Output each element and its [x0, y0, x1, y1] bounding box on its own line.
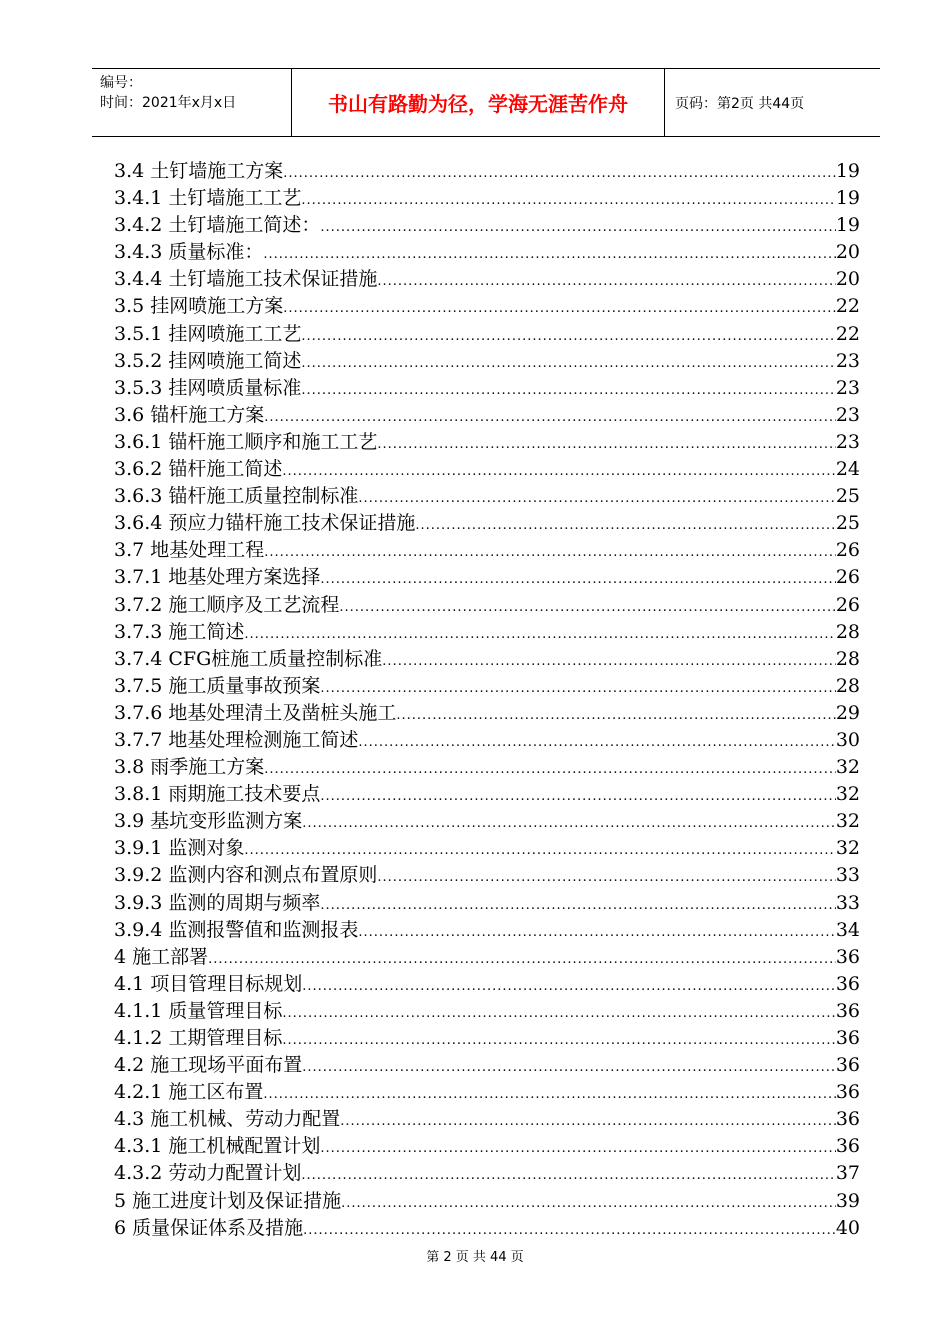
toc-entry-title: 3.7.7 地基处理检测施工简述 — [114, 728, 359, 751]
toc-entry[interactable] — [114, 293, 860, 320]
toc-entry-title: 4.1.1 质量管理目标 — [114, 999, 283, 1022]
toc-entry[interactable] — [114, 673, 860, 700]
time-label: 时间：2021年x月x日 — [100, 95, 237, 111]
toc-entry-page: 20 — [835, 268, 860, 291]
toc-entry-page: 40 — [835, 1216, 860, 1239]
header-meta — [92, 69, 292, 136]
toc-leader-dots — [320, 892, 835, 919]
toc-entry-title: 3.4.3 质量标准： — [114, 241, 264, 264]
toc-entry-page: 36 — [835, 1027, 860, 1049]
toc-entry[interactable] — [114, 890, 860, 917]
toc-entry-title: 3.9.1 监测对象 — [114, 837, 245, 860]
toc-entry-page: 26 — [835, 539, 860, 562]
toc-entry[interactable] — [114, 646, 860, 673]
toc-entry-page: 24 — [835, 458, 860, 481]
toc-entry-title: 3.9 基坑变形监测方案 — [114, 810, 303, 833]
toc-leader-dots — [358, 485, 835, 512]
toc-leader-dots — [377, 864, 835, 891]
toc-entry-page: 23 — [835, 349, 860, 372]
toc-entry-page: 28 — [835, 674, 860, 697]
toc-entry-title: 3.5.3 挂网喷质量标准 — [114, 376, 302, 399]
toc-entry-title: 4.3 施工机械、劳动力配置 — [114, 1108, 341, 1131]
toc-entry-title: 4 施工部署 — [114, 945, 209, 968]
toc-entry[interactable] — [114, 998, 860, 1025]
toc-entry-title: 3.9.2 监测内容和测点布置原则 — [114, 864, 378, 887]
toc-entry-page: 19 — [835, 187, 860, 210]
toc-leader-dots — [301, 187, 835, 214]
toc-entry-page: 36 — [835, 1054, 860, 1077]
toc-leader-dots — [377, 431, 835, 458]
toc-leader-dots — [302, 1054, 836, 1081]
toc-entry-title: 3.6.2 锚杆施工简述 — [114, 458, 283, 481]
toc-entry-title: 4.1 项目管理目标规划 — [114, 972, 303, 995]
toc-entry-title: 3.6 锚杆施工方案 — [114, 403, 265, 426]
toc-entry-title: 3.7.2 施工顺序及工艺流程 — [114, 593, 340, 616]
toc-entry-page: 39 — [835, 1189, 860, 1212]
toc-entry-page: 26 — [835, 566, 860, 589]
toc-entry-page: 33 — [835, 864, 860, 887]
toc-entry[interactable] — [114, 1160, 860, 1187]
toc-entry[interactable] — [114, 158, 860, 185]
toc-leader-dots — [320, 675, 835, 702]
toc-leader-dots — [320, 1135, 835, 1162]
toc-entry-title: 3.8 雨季施工方案 — [114, 756, 265, 779]
toc-entry-page: 29 — [835, 701, 860, 724]
toc-entry[interactable] — [114, 348, 860, 375]
toc-leader-dots — [208, 946, 836, 973]
toc-entry-title: 3.7.1 地基处理方案选择 — [114, 566, 321, 589]
toc-leader-dots — [303, 1217, 836, 1244]
toc-entry-title: 3.7.4 CFG桩施工质量控制标准 — [114, 647, 383, 670]
toc-entry-title: 4.1.2 工期管理目标 — [114, 1027, 283, 1049]
toc-entry[interactable] — [114, 1025, 860, 1052]
toc-entry-page: 23 — [835, 430, 860, 453]
toc-leader-dots — [341, 1190, 836, 1217]
toc-entry-page: 32 — [835, 783, 860, 806]
toc-entry-page: 37 — [835, 1162, 860, 1185]
toc-entry-page: 22 — [835, 295, 860, 318]
toc-entry[interactable] — [114, 483, 860, 510]
toc-entry-page: 30 — [835, 728, 860, 751]
toc-entry[interactable] — [114, 835, 860, 862]
toc-entry-title: 3.4.1 土钉墙施工工艺 — [114, 187, 302, 210]
toc-entry-page: 33 — [835, 891, 860, 914]
toc-entry-page: 28 — [835, 620, 860, 643]
toc-leader-dots — [377, 268, 835, 295]
toc-entry-title: 3.6.3 锚杆施工质量控制标准 — [114, 485, 359, 508]
toc-leader-dots — [358, 729, 835, 756]
toc-entry-title: 4.3.2 劳动力配置计划 — [114, 1162, 302, 1185]
toc-entry[interactable] — [114, 592, 860, 619]
toc-entry-title: 4.2.1 施工区布置 — [114, 1081, 264, 1104]
toc-leader-dots — [301, 1162, 835, 1189]
toc-entry-page: 20 — [835, 241, 860, 264]
toc-leader-dots — [301, 350, 835, 377]
table-of-contents — [114, 158, 860, 1242]
toc-leader-dots — [264, 539, 836, 566]
toc-entry-title: 3.7.5 施工质量事故预案 — [114, 674, 321, 697]
toc-entry[interactable] — [114, 321, 860, 348]
toc-entry[interactable] — [114, 212, 860, 239]
toc-entry[interactable] — [114, 944, 860, 971]
toc-leader-dots — [320, 783, 835, 810]
toc-entry-page: 23 — [835, 403, 860, 426]
toc-entry-page: 36 — [835, 999, 860, 1022]
toc-entry-title: 3.4.4 土钉墙施工技术保证措施 — [114, 268, 378, 291]
toc-leader-dots — [244, 837, 835, 864]
toc-entry[interactable] — [114, 1079, 860, 1106]
toc-entry-page: 25 — [835, 485, 860, 508]
page-footer: 第 2 页 共 44 页 — [426, 1250, 524, 1265]
toc-leader-dots — [282, 458, 835, 485]
toc-leader-dots — [283, 295, 836, 322]
toc-leader-dots — [302, 973, 836, 1000]
toc-entry-title: 3.9.4 监测报警值和监测报表 — [114, 918, 359, 941]
toc-entry-title: 3.7.6 地基处理清土及凿桩头施工 — [114, 701, 397, 724]
toc-entry[interactable] — [114, 564, 860, 591]
header-page-info: 页码：第2页 共44页 — [675, 95, 805, 112]
toc-entry-page: 36 — [835, 945, 860, 968]
number-label: 编号： — [100, 75, 142, 91]
toc-leader-dots — [282, 1000, 835, 1027]
toc-entry-page: 36 — [835, 1081, 860, 1104]
toc-entry[interactable] — [114, 537, 860, 564]
toc-leader-dots — [320, 566, 835, 593]
toc-leader-dots — [320, 214, 835, 241]
toc-leader-dots — [358, 919, 835, 946]
toc-entry[interactable] — [114, 727, 860, 754]
toc-entry[interactable] — [114, 1133, 860, 1160]
toc-entry[interactable] — [114, 1188, 860, 1215]
toc-entry-page: 19 — [835, 160, 860, 182]
toc-leader-dots — [283, 160, 836, 187]
toc-leader-dots — [382, 648, 836, 675]
toc-entry[interactable] — [114, 185, 860, 212]
toc-leader-dots — [302, 810, 836, 837]
toc-entry[interactable] — [114, 917, 860, 944]
toc-entry-page: 32 — [835, 756, 860, 779]
toc-entry-page: 25 — [835, 512, 860, 535]
toc-entry-title: 4.3.1 施工机械配置计划 — [114, 1135, 321, 1158]
toc-entry-title: 6 质量保证体系及措施 — [114, 1216, 304, 1239]
toc-entry-title: 4.2 施工现场平面布置 — [114, 1054, 303, 1077]
toc-entry[interactable] — [114, 266, 860, 293]
toc-leader-dots — [340, 1108, 836, 1135]
toc-entry-page: 34 — [835, 918, 860, 941]
toc-entry[interactable] — [114, 1106, 860, 1133]
toc-entry-page: 32 — [835, 810, 860, 833]
toc-entry-page: 19 — [835, 214, 860, 237]
page-header — [92, 68, 880, 137]
toc-entry[interactable] — [114, 862, 860, 889]
toc-entry-title: 5 施工进度计划及保证措施 — [114, 1189, 342, 1212]
toc-entry[interactable] — [114, 1052, 860, 1079]
toc-entry-page: 23 — [835, 376, 860, 399]
toc-entry[interactable] — [114, 971, 860, 998]
toc-entry-page: 28 — [835, 647, 860, 670]
toc-entry-title: 3.9.3 监测的周期与频率 — [114, 891, 321, 914]
toc-entry-title: 3.7.3 施工简述 — [114, 620, 245, 643]
toc-leader-dots — [264, 404, 836, 431]
toc-entry[interactable] — [114, 1215, 860, 1242]
toc-entry[interactable] — [114, 781, 860, 808]
toc-entry[interactable] — [114, 375, 860, 402]
toc-entry-title: 3.6.1 锚杆施工顺序和施工工艺 — [114, 430, 378, 453]
toc-entry-title: 3.5 挂网喷施工方案 — [114, 295, 284, 318]
toc-entry[interactable] — [114, 456, 860, 483]
toc-entry-page: 22 — [835, 322, 860, 345]
toc-leader-dots — [396, 702, 835, 729]
toc-entry-page: 36 — [835, 972, 860, 995]
toc-entry[interactable] — [114, 510, 860, 537]
toc-entry-page: 36 — [835, 1108, 860, 1131]
toc-leader-dots — [301, 377, 835, 404]
toc-leader-dots — [282, 1027, 835, 1054]
toc-entry[interactable] — [114, 239, 860, 266]
toc-entry-page: 36 — [835, 1135, 860, 1158]
toc-entry[interactable] — [114, 402, 860, 429]
toc-leader-dots — [264, 756, 836, 783]
header-motto: 书山有路勤为径，学海无涯苦作舟 — [292, 69, 665, 136]
toc-entry-page: 26 — [835, 593, 860, 616]
toc-entry-title: 3.4 土钉墙施工方案 — [114, 160, 284, 182]
toc-leader-dots — [415, 512, 835, 539]
toc-entry-title: 3.5.1 挂网喷施工工艺 — [114, 322, 302, 345]
toc-entry-title: 3.6.4 预应力锚杆施工技术保证措施 — [114, 512, 416, 535]
toc-leader-dots — [244, 621, 835, 648]
toc-entry-page: 32 — [835, 837, 860, 860]
toc-entry[interactable] — [114, 429, 860, 456]
toc-entry[interactable] — [114, 754, 860, 781]
toc-leader-dots — [339, 594, 835, 621]
toc-entry-title: 3.4.2 土钉墙施工简述： — [114, 214, 321, 237]
toc-entry-title: 3.5.2 挂网喷施工简述 — [114, 349, 302, 372]
toc-entry-title: 3.7 地基处理工程 — [114, 539, 265, 562]
toc-entry[interactable] — [114, 808, 860, 835]
toc-leader-dots — [263, 1081, 835, 1108]
toc-leader-dots — [301, 323, 835, 350]
toc-leader-dots — [263, 241, 835, 268]
toc-entry-title: 3.8.1 雨期施工技术要点 — [114, 783, 321, 806]
toc-entry[interactable] — [114, 700, 860, 727]
toc-entry[interactable] — [114, 619, 860, 646]
